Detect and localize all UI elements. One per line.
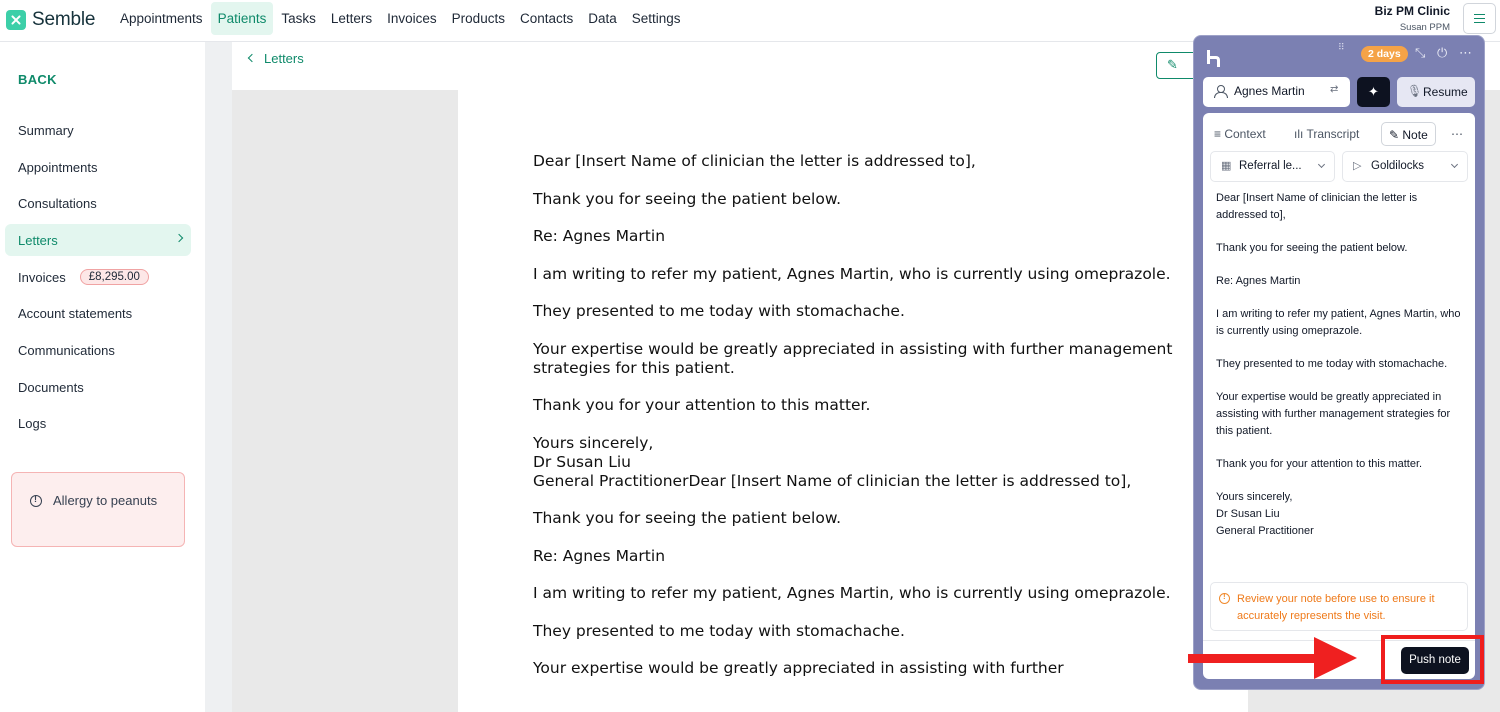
patient-sidebar	[0, 42, 205, 712]
heidi-panel	[1193, 35, 1485, 690]
letter-paragraph: Thank you for your attention to this matter.	[533, 396, 871, 414]
note-signoff	[1216, 489, 1464, 540]
warning-text: Review your note before use to ensure it accurately represents the visit.	[1237, 593, 1435, 622]
waveform-icon: ılı	[1294, 127, 1307, 141]
letter-paragraph: Re: Agnes Martin	[533, 546, 666, 565]
note-paragraph: Thank you for your attention to this matter.	[1216, 458, 1423, 470]
tab-transcript[interactable]	[1294, 122, 1359, 146]
note-card	[1203, 113, 1475, 679]
brand-name: Semble	[32, 9, 96, 30]
drag-handle-icon[interactable]: ⠿	[1338, 42, 1346, 52]
letter-paragraph: Re: Agnes Martin	[533, 227, 666, 245]
annotation-arrow-icon	[1314, 637, 1357, 679]
note-paragraph: Thank you for seeing the patient below.	[1216, 242, 1408, 254]
clinic-info[interactable]	[1375, 4, 1450, 33]
list-icon: ≡	[1214, 127, 1225, 141]
letter-paragraph: Your expertise would be greatly appreciated in assisting with further management strategies for this patient.	[533, 339, 1173, 377]
sidebar-item-label: Invoices	[18, 269, 66, 285]
sidebar-item-label: Appointments	[18, 159, 98, 175]
tab-label: Transcript	[1306, 127, 1360, 141]
nav-appointments[interactable]: Appointments	[120, 11, 203, 26]
chevron-right-icon	[175, 234, 183, 242]
sidebar-item-label: Letters	[18, 232, 58, 248]
annotation-arrow-shaft	[1188, 654, 1318, 663]
heidi-logo-icon	[1207, 50, 1219, 64]
sidebar-item-account-statements[interactable]	[5, 297, 191, 329]
translate-icon[interactable]: ⇄	[1330, 84, 1339, 95]
letter-paragraph: Thank you for seeing the patient below.	[533, 509, 842, 527]
alert-circle-icon	[30, 495, 42, 507]
allergy-text: Allergy to peanuts	[53, 493, 158, 508]
letter-paragraph: Thank you for seeing the patient below.	[533, 189, 842, 208]
chevron-down-icon	[1451, 161, 1458, 168]
signoff-line: Yours sincerely,	[533, 433, 654, 452]
pencil-icon: ✎	[1389, 128, 1403, 142]
letter-paragraph: They presented to me today with stomachache.	[533, 302, 905, 320]
tab-label: Note	[1402, 128, 1428, 142]
letter-paragraph: I am writing to refer my patient, Agnes Martin, who is currently using omeprazole.	[533, 264, 1171, 283]
nav-patients[interactable]: Patients	[211, 2, 274, 35]
tab-more-icon[interactable]: ⋯	[1451, 127, 1463, 141]
semble-logo-icon	[6, 10, 26, 30]
nav-contacts[interactable]: Contacts	[519, 11, 574, 26]
breadcrumb-letters[interactable]: Letters	[264, 51, 304, 66]
note-paragraph: Re: Agnes Martin	[1216, 275, 1301, 287]
note-paragraph: Your expertise would be greatly appreciated in assisting with further management strategies for this patient.	[1216, 391, 1451, 437]
signoff-line: Yours sincerely,	[1216, 491, 1293, 503]
sidebar-item-label: Documents	[18, 379, 84, 395]
template-icon: ▦	[1221, 160, 1232, 172]
sidebar-item-label: Communications	[18, 342, 115, 358]
more-icon[interactable]: ⋯	[1459, 45, 1472, 60]
warning-icon	[1219, 593, 1230, 604]
nav-settings[interactable]: Settings	[631, 11, 681, 26]
tab-note[interactable]	[1381, 122, 1436, 146]
sidebar-item-letters[interactable]	[5, 224, 191, 256]
resume-button[interactable]	[1397, 77, 1475, 107]
days-badge: 2 days	[1361, 46, 1408, 62]
letter-paragraph: Dear [Insert Name of clinician the letter is addressed to],	[533, 152, 976, 170]
sidebar-item-appointments[interactable]	[5, 151, 191, 183]
sidebar-item-logs[interactable]	[5, 407, 191, 439]
menu-button[interactable]	[1463, 3, 1496, 34]
user-icon	[1214, 85, 1226, 97]
letter-content	[533, 152, 1193, 697]
patient-selector[interactable]	[1203, 77, 1350, 107]
brand[interactable]	[6, 8, 95, 32]
nav-data[interactable]: Data	[588, 11, 617, 26]
review-warning	[1210, 582, 1468, 631]
tab-label: Context	[1224, 127, 1266, 141]
style-dropdown[interactable]	[1342, 151, 1468, 182]
template-dropdown[interactable]	[1210, 151, 1335, 182]
collapse-icon[interactable]: ⤡	[1415, 45, 1426, 60]
power-icon[interactable]: ⏻	[1437, 45, 1448, 60]
signoff-line: General PractitionerDear [Insert Name of clinician the letter is addressed to],	[533, 471, 1132, 490]
style-icon: ▷	[1353, 160, 1362, 172]
main-nav	[113, 0, 689, 37]
sidebar-item-communications[interactable]	[5, 334, 191, 366]
note-text[interactable]	[1216, 190, 1464, 556]
microphone-icon: 🎙	[1407, 84, 1423, 98]
clinic-name: Biz PM Clinic	[1374, 4, 1450, 18]
resume-label: Resume	[1423, 85, 1468, 99]
nav-letters[interactable]: Letters	[330, 11, 373, 26]
patient-name: Agnes Martin	[1234, 84, 1305, 98]
clinic-user: Susan PPM	[1399, 22, 1450, 33]
note-paragraph: Dear [Insert Name of clinician the letter is addressed to],	[1216, 192, 1418, 221]
annotation-highlight-box	[1381, 635, 1484, 684]
nav-products[interactable]: Products	[451, 11, 505, 26]
sidebar-item-label: Consultations	[18, 195, 97, 211]
allergy-alert	[11, 472, 185, 547]
template-dropdown-label: Referral le...	[1239, 160, 1302, 172]
tab-context[interactable]	[1214, 122, 1266, 146]
signoff-line: General Practitioner	[1216, 525, 1314, 537]
letter-paragraph: They presented to me today with stomachache.	[533, 621, 905, 640]
signoff-line: Dr Susan Liu	[1216, 508, 1280, 520]
style-dropdown-label: Goldilocks	[1371, 160, 1425, 172]
sidebar-item-documents[interactable]	[5, 371, 191, 403]
magic-wand-button[interactable]	[1357, 77, 1390, 107]
sidebar-item-label: Summary	[18, 122, 74, 138]
sidebar-item-summary[interactable]	[5, 114, 191, 146]
note-paragraph: I am writing to refer my patient, Agnes Martin, who is currently using omeprazole.	[1216, 308, 1461, 337]
sidebar-item-consultations[interactable]	[5, 187, 191, 219]
back-link[interactable]: BACK	[18, 72, 57, 87]
note-paragraph: They presented to me today with stomachache.	[1216, 358, 1448, 370]
letter-signoff	[533, 434, 1193, 491]
pencil-icon: ✎	[1167, 57, 1178, 72]
nav-tasks[interactable]: Tasks	[281, 11, 316, 26]
chevron-down-icon	[1318, 161, 1325, 168]
wand-icon: ✦	[1368, 84, 1379, 99]
sidebar-item-invoices[interactable]	[5, 261, 191, 293]
hamburger-icon	[1474, 14, 1485, 23]
push-note-button[interactable]: Push note	[1401, 647, 1469, 674]
signoff-line: Dr Susan Liu	[533, 452, 631, 471]
sidebar-item-label: Account statements	[18, 305, 133, 321]
nav-invoices[interactable]: Invoices	[387, 11, 437, 26]
invoice-balance-badge: £8,295.00	[80, 269, 149, 285]
letter-paragraph: Your expertise would be greatly appreciated in assisting with further	[533, 659, 1064, 677]
letter-paragraph: I am writing to refer my patient, Agnes Martin, who is currently using omeprazole.	[533, 584, 1171, 602]
sidebar-item-label: Logs	[18, 415, 47, 431]
